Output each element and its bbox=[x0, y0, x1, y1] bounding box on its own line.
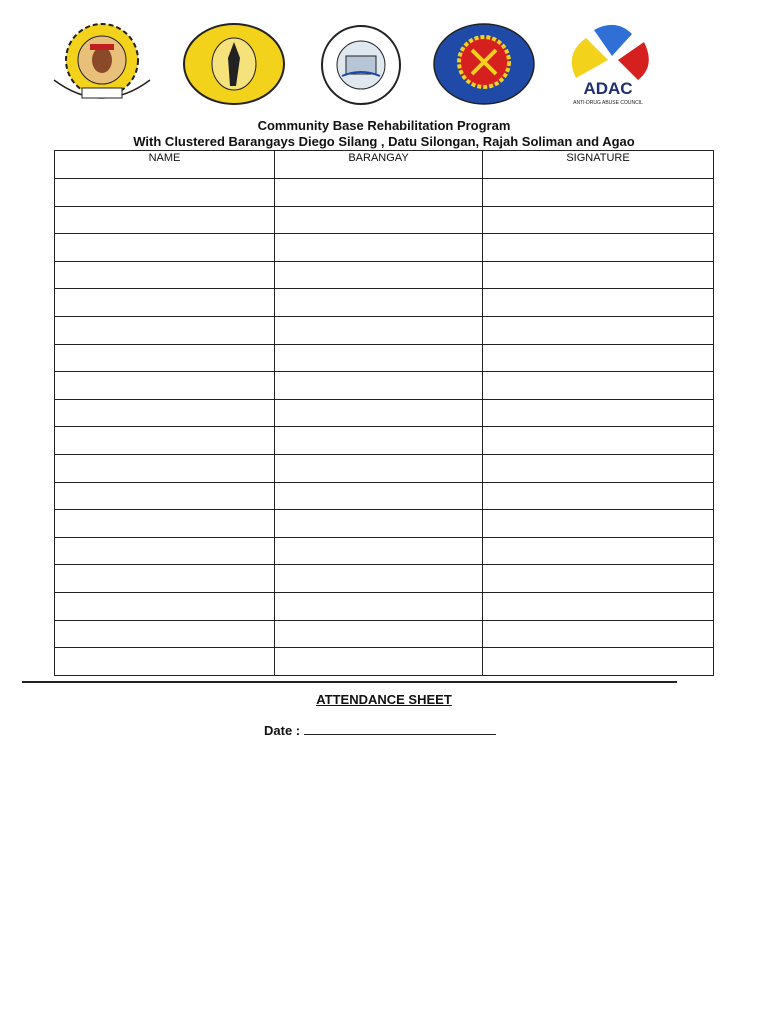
name-cell[interactable] bbox=[55, 482, 275, 510]
barangay-cell[interactable] bbox=[275, 620, 483, 648]
logo-strip bbox=[0, 20, 768, 108]
program-subtitle: With Clustered Barangays Diego Silang , Datu Silongan, Rajah Soliman and Agao bbox=[133, 134, 635, 149]
attendance-table bbox=[54, 150, 714, 676]
barangay-cell[interactable] bbox=[275, 510, 483, 538]
barangay-cell[interactable] bbox=[275, 289, 483, 317]
table-row bbox=[55, 454, 714, 482]
signature-cell[interactable] bbox=[483, 482, 714, 510]
attendance-sheet-title-text: ATTENDANCE SHEET bbox=[316, 692, 452, 707]
table-row bbox=[55, 648, 714, 676]
rajah-soliman-seal bbox=[182, 22, 286, 106]
name-cell[interactable] bbox=[55, 261, 275, 289]
diego-silang-seal bbox=[46, 20, 158, 104]
date-field bbox=[264, 722, 496, 738]
name-cell[interactable] bbox=[55, 399, 275, 427]
name-cell[interactable] bbox=[55, 620, 275, 648]
barangay-cell[interactable] bbox=[275, 482, 483, 510]
signature-cell[interactable] bbox=[483, 427, 714, 455]
table-row bbox=[55, 620, 714, 648]
name-cell[interactable] bbox=[55, 510, 275, 538]
adac-logo bbox=[556, 20, 660, 106]
signature-cell[interactable] bbox=[483, 620, 714, 648]
table-row bbox=[55, 427, 714, 455]
name-cell[interactable] bbox=[55, 454, 275, 482]
name-cell[interactable] bbox=[55, 234, 275, 262]
signature-cell[interactable] bbox=[483, 372, 714, 400]
signature-cell[interactable] bbox=[483, 179, 714, 207]
datu-silongan-seal bbox=[432, 22, 536, 106]
barangay-cell[interactable] bbox=[275, 261, 483, 289]
column-header-name: NAME bbox=[55, 151, 275, 179]
signature-cell[interactable] bbox=[483, 510, 714, 538]
divider-line bbox=[22, 681, 677, 683]
barangay-cell[interactable] bbox=[275, 427, 483, 455]
barangay-cell[interactable] bbox=[275, 537, 483, 565]
signature-cell[interactable] bbox=[483, 206, 714, 234]
name-cell[interactable] bbox=[55, 344, 275, 372]
barangay-cell[interactable] bbox=[275, 565, 483, 593]
column-header-signature: SIGNATURE bbox=[483, 151, 714, 179]
barangay-cell[interactable] bbox=[275, 399, 483, 427]
name-cell[interactable] bbox=[55, 565, 275, 593]
attendance-sheet-title bbox=[0, 692, 768, 707]
table-row bbox=[55, 234, 714, 262]
svg-text:ADAC: ADAC bbox=[583, 79, 633, 98]
date-blank-line[interactable] bbox=[304, 722, 496, 735]
name-cell[interactable] bbox=[55, 427, 275, 455]
table-row bbox=[55, 316, 714, 344]
barangay-cell[interactable] bbox=[275, 648, 483, 676]
table-header-row bbox=[55, 151, 714, 179]
table-row bbox=[55, 344, 714, 372]
table-row bbox=[55, 537, 714, 565]
table-row bbox=[55, 289, 714, 317]
signature-cell[interactable] bbox=[483, 399, 714, 427]
table-row bbox=[55, 592, 714, 620]
signature-cell[interactable] bbox=[483, 537, 714, 565]
table-row bbox=[55, 206, 714, 234]
barangay-cell[interactable] bbox=[275, 344, 483, 372]
table-row bbox=[55, 510, 714, 538]
program-title: Community Base Rehabilitation Program bbox=[257, 118, 511, 133]
barangay-cell[interactable] bbox=[275, 592, 483, 620]
signature-cell[interactable] bbox=[483, 648, 714, 676]
barangay-cell[interactable] bbox=[275, 372, 483, 400]
table-row bbox=[55, 565, 714, 593]
barangay-cell[interactable] bbox=[275, 234, 483, 262]
barangay-cell[interactable] bbox=[275, 179, 483, 207]
signature-cell[interactable] bbox=[483, 565, 714, 593]
name-cell[interactable] bbox=[55, 289, 275, 317]
name-cell[interactable] bbox=[55, 316, 275, 344]
signature-cell[interactable] bbox=[483, 344, 714, 372]
signature-cell[interactable] bbox=[483, 592, 714, 620]
signature-cell[interactable] bbox=[483, 289, 714, 317]
table-row bbox=[55, 179, 714, 207]
name-cell[interactable] bbox=[55, 206, 275, 234]
table-row bbox=[55, 482, 714, 510]
name-cell[interactable] bbox=[55, 537, 275, 565]
barangay-cell[interactable] bbox=[275, 454, 483, 482]
name-cell[interactable] bbox=[55, 648, 275, 676]
name-cell[interactable] bbox=[55, 372, 275, 400]
barangay-cell[interactable] bbox=[275, 316, 483, 344]
table-row bbox=[55, 261, 714, 289]
name-cell[interactable] bbox=[55, 592, 275, 620]
date-label: Date : bbox=[264, 723, 301, 738]
signature-cell[interactable] bbox=[483, 261, 714, 289]
table-row bbox=[55, 399, 714, 427]
table-row bbox=[55, 372, 714, 400]
agao-seal bbox=[312, 24, 410, 106]
signature-cell[interactable] bbox=[483, 234, 714, 262]
signature-cell[interactable] bbox=[483, 316, 714, 344]
svg-text:ANTI-DRUG ABUSE COUNCIL: ANTI-DRUG ABUSE COUNCIL bbox=[573, 100, 643, 106]
signature-cell[interactable] bbox=[483, 454, 714, 482]
column-header-barangay: BARANGAY bbox=[275, 151, 483, 179]
name-cell[interactable] bbox=[55, 179, 275, 207]
barangay-cell[interactable] bbox=[275, 206, 483, 234]
